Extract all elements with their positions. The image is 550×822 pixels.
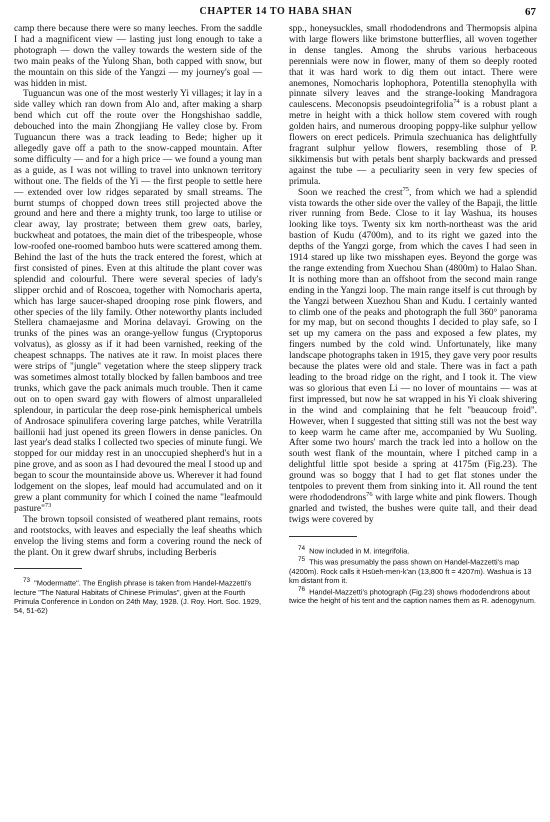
page-number: 67 [525, 6, 536, 18]
paragraph [289, 24, 537, 188]
paragraph-text: spp., honeysuckles, small rhododendrons and Thermopsis alpina with large flowers like brimstone butterflies, all woven together in dense tangles. Among the shrubs various herbaceous perennials were now in flower, many of them so deeply rooted that it was hard work to dig them out intact. There were anemones, Nomocharis lophophora, Potentilla stenophylla with pinnate silvery leaves and the strange-looking Mandragora caulescens. Meconopsis pseudointegrifolia [289, 24, 537, 111]
chapter-title: CHAPTER 14 TO HABA SHAN [199, 6, 353, 17]
footnote [14, 576, 262, 614]
footnote-ref[interactable]: 73 [44, 501, 52, 509]
paragraph [289, 185, 537, 526]
footnote-text: Now included in M. integrifolia. [309, 546, 410, 556]
footnote-mark: 74 [298, 544, 306, 552]
footnote-text: Handel-Mazzetti's photograph (Fig.23) shows rhododendrons about twice the height of his tent and the caption names them as R. adenogynum. [289, 587, 536, 606]
footnote-mark: 75 [298, 556, 306, 564]
left-column [14, 24, 262, 615]
running-header [14, 6, 538, 22]
paragraph: camp there because there were so many leeches. From the saddle I had a magnificent view — lasting just long enough to take a photograph — down the valley towards the western side of the two main peaks of the Yulong Shan, both capped with snow, but the mountain on this side of the Yangzi — my journey's goal — was hidden in mist. [14, 24, 262, 89]
footnote-mark: 73 [23, 577, 31, 585]
footnote-ref[interactable]: 75 [402, 185, 409, 193]
paragraph: The brown topsoil consisted of weathered plant remains, roots and rootstocks, with leaves and especially the leaf sheaths which envelop the living stems and form a covering round the neck of the plant. On it grew dwarf shrubs, including Berberis [14, 514, 262, 558]
paragraph-text: Soon we reached the crest [298, 187, 403, 198]
footnote-text: This was presumably the pass shown on Handel-Mazzetti's map (4200m). Rock calls it Hsüeh-men-k'an (13,800 ft = 4207m). Washua is 13 km distant from it. [289, 557, 532, 585]
footnote [289, 544, 537, 555]
right-column [289, 24, 537, 605]
paragraph-text: is a robust plant a metre in height with a thick hollow stem covered with rough golden hairs, and numerous drooping poppy-like sulphur yellow flowers on erect pedicels. Primula szechuanica has delightfully fragrant sulphur yellow flowers, resembling those of P. sikkimensis but with petals bent sharply backwards and pressed against the tube — a peculiarity seen in very few species of primula. [289, 100, 537, 187]
footnote-divider [14, 568, 82, 569]
footnote-ref[interactable]: 74 [453, 98, 460, 106]
footnote [289, 555, 537, 584]
paragraph-text: with large white and pink flowers. Though gnarled and twisted, the bushes were quite tall, and their dead twigs were covered by [289, 492, 537, 525]
footnote-mark: 76 [298, 585, 306, 593]
footnote-divider [289, 536, 357, 537]
paragraph-text: Tuguancun was one of the most westerly Yi villages; it lay in a side valley which ran down from Alo and, after making a sharp bend which cut off the route over the Hongshishao saddle, debouched into the main Zhongjiang He valley close by. From Tuguancun there was a track leading to Bede; higher up it allegedly gave off a path to the snow-capped mountain. After some difficulty — and for a high price — we found a young man as a guide, as I was not willing to travel into unknown territory without one. The fields of the Yi — the first people to settle here — extended over low ridges separated by small streams. The burnt stumps of chopped down trees still projected above the ground and here and there a mighty trunk, too large to utilise or clear away, lay prostrate; between them grew oats, barley, buckwheat and potatoes, the main diet of the tribespeople, whose low-roofed one-roomed bamboo huts were scattered among them. Behind the last of the huts the track entered the forest, which at first consisted of pines. Even at this altitude the plant cover was splendid and colourful. There were several species of lady's slipper orchid and of Roscoea, together with Nomocharis aperta, which has large saucer-shaped drooping rose pink flowers, and other species of the lily family. Other noteworthy plants included Stellera chamaejasme and Morina delavayi. Growing on the trunks of the pines was an orange-yellow fungus (Cryptoporus volvatus), as glossy as if it had been varnished, reeking of the cheapest schnapps. The natives ate it raw. In moist places there were strips of "jungle" vegetation where the steep slippery track was sometimes almost totally blocked by fallen bamboos and tree trunks, which gave the pack animals much trouble. Then it came out on to open sward gay with flowers of almost unparalleled splendour, in particular the deep rose-pink hemispherical umbels of Androsace spinulifera covering large patches, while Veratrilla baillonii had just opened its green flowers in dense panicles. On last year's dead stalks I collected two species of minute fungi. We stopped for our midday rest in an unoccupied shepherd's hut in a pine grove, and as soon as I had devoured the meal I stood up and began to scour the mountainside above us. Wherever it had found lodgement on the slopes, leaf mould had accumulated and on it grew a plant community for which I coined the name "leafmould pasture" [14, 89, 262, 514]
footnote [289, 585, 537, 605]
paragraph-text: , from which we had a splendid vista towards the other side over the valley of the Bapaji, the little river running from Bede. Close to it lay Washua, its houses looking like toys. Twenty six km north-northeast was the arid bastion of Kudu (4700m), and to its right we gazed into the depths of the Yangzi gorge, from which the caves I had seen in 1914 stared up like two misshapen eyes. Beyond the gorge was the range extending from Xuechou Shan (4800m) to Halao Shan. It is nothing more than an offshoot from the second main range ending in the Yangzi loop. The main range itself is cut through by the Yangzi between Xuezhou Shan and Kudu. I certainly wanted to climb one of the peaks and photograph the full 360° panorama for my map, but on second thoughts I decided to play safe, so I set up my camera on the pass and exposed a few plates, my fingers numbed by the cold wind. Unfortunately, like many landscape photographs taken in 1915, they gave very poor results because the plates were old and stale. There was in fact a path leading to the broad ridge on the right, and I took it. The view was so glorious that even Li — no lover of mountains — was at first impressed, but now he sat wrapped in his Yi cloak shivering in the wind and complaining that he felt "beaucoup froid". However, when I suggested that sitting still was not the best way to keep warm he came after me, accompanied by Wu Suoling. After some two hours' march the track led into a hollow on the south west flank of the mountain, where I pitched camp in a delightful little spot beside a spring at 4175m (Fig.23). The ground was so boggy that I had to get flat stones under the tentpoles to prevent them from sinking into it. All round the tent were rhododendrons [289, 187, 537, 503]
footnote-text: "Modermatte". The English phrase is taken from Handel-Mazzetti's lecture "The Natural Habitats of Chinese Primulas", given at the Fourth Primula Conference in London on 24th May, 1928. (J. Roy. Hort. Soc. 1929, 54, 51-62) [14, 578, 262, 615]
paragraph [14, 89, 262, 514]
footnote-ref[interactable]: 76 [366, 490, 373, 498]
